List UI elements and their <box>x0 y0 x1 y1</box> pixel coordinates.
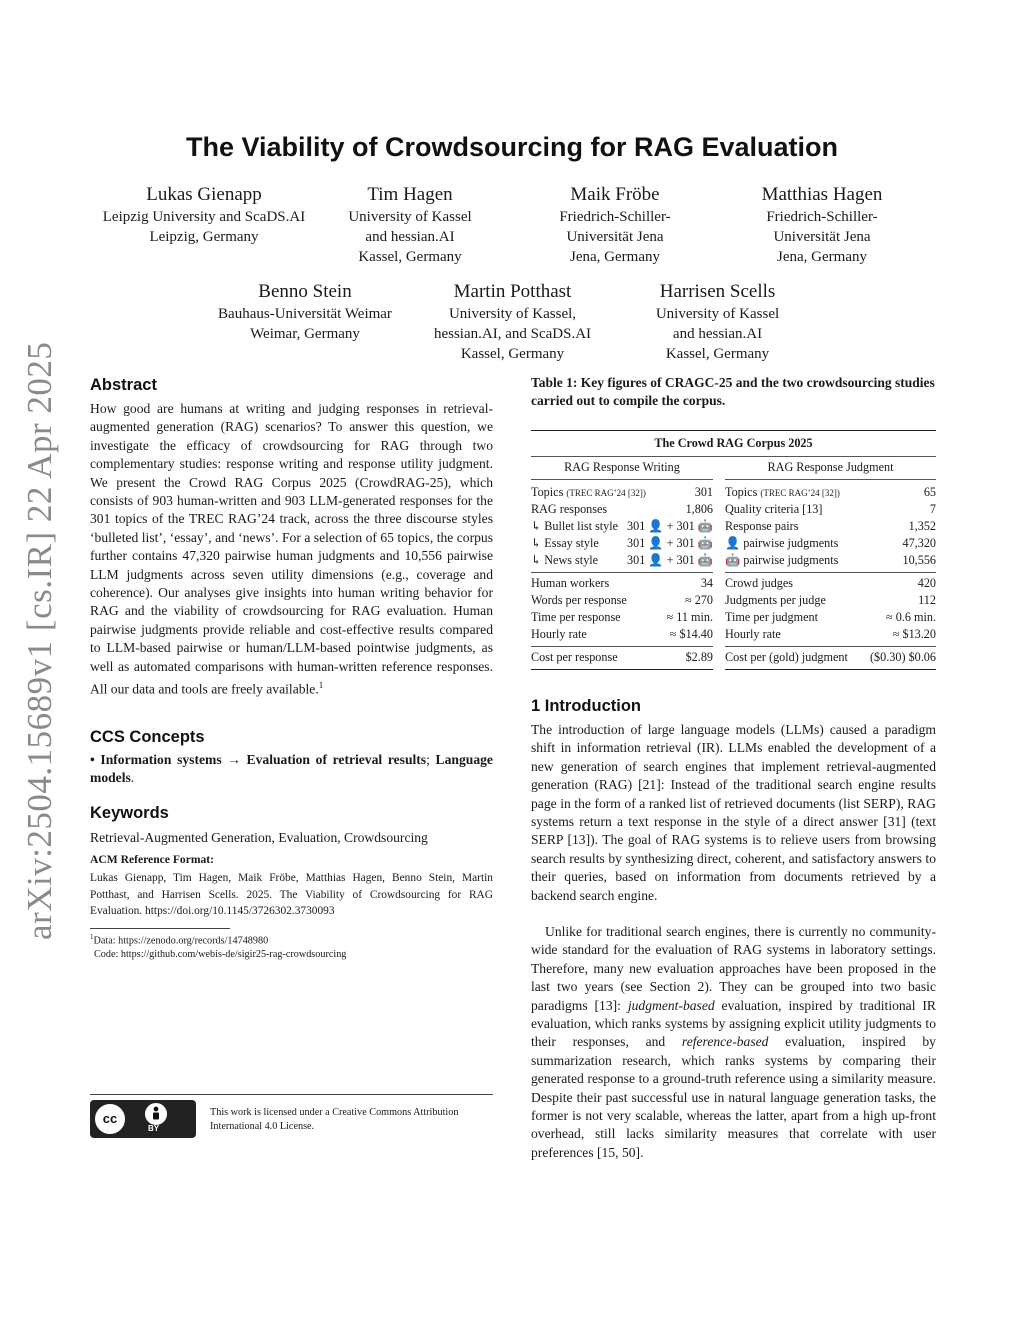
table-row: Response pairs 1,352 <box>725 519 936 533</box>
table-row: Judgments per judge 112 <box>725 593 936 607</box>
footnote: $^1$Data: https://zenodo.org/records/14748980 Code: https://github.com/webis-de/sigir25-rag-crowdsourcing <box>90 930 510 962</box>
table-row: Time per response ≈ 11 min. <box>531 610 713 624</box>
table-rule <box>531 479 713 480</box>
table-left-cost <box>531 649 713 666</box>
introduction-paragraph: The introduction of large language models (LLMs) caused a paradigm shift in information retrieval (IR). LLMs enabled the development of a new generation of search engines that implement retrieval-augmented generation (RAG) [21]: Instead of the traditional search engine results page in the form of a ranked list of retrieved documents (list SERP), RAG systems return a text response in the style of a direct answer [31] (text SERP [13]). The goal of RAG systems is to relieve users from browsing search results by synthesizing direct, coherent, and satisfactory answers to their queries, based on information from documents retrieved by a backend search engine. <box>531 722 936 903</box>
abstract-heading: Abstract <box>90 376 157 394</box>
table-row: 👤 pairwise judgments 47,320 <box>725 536 936 550</box>
author-affiliation: University of Kassel, <box>448 306 577 322</box>
paper-title: The Viability of Crowdsourcing for RAG Evaluation <box>185 132 839 162</box>
author-affiliation: Leipzig University and ScaDS.AI <box>102 209 306 225</box>
license-text: This work is licensed under a Creative Commons Attribution International 4.0 License. <box>210 1107 459 1132</box>
footnote-data-link[interactable]: Data: https://zenodo.org/records/14748980 <box>93 935 269 947</box>
table-row: ↳ News style 301 👤 + 301 🤖 <box>531 553 713 567</box>
author-block <box>320 183 500 267</box>
ccs-concepts-heading: CCS Concepts <box>90 728 205 746</box>
table-row: Words per response ≈ 270 <box>531 593 713 607</box>
table-bottom-rule <box>531 669 713 670</box>
table-row: Human workers 34 <box>531 576 713 590</box>
by-label: BY <box>148 1124 160 1133</box>
keywords-heading: Keywords <box>90 804 169 822</box>
table-right-cost <box>725 649 936 666</box>
author-block <box>88 183 320 247</box>
author-name: Benno Stein <box>258 281 352 302</box>
table-row: Topics (TREC RAG’24 [32]) 301 <box>531 485 713 499</box>
author-affiliation: and hessian.AI <box>672 326 763 342</box>
author-block <box>732 183 912 267</box>
table-row: Topics (TREC RAG’24 [32]) 65 <box>725 485 936 499</box>
author-affiliation: Friedrich-Schiller- <box>559 209 671 225</box>
table-row: ↳ Bullet list style 301 👤 + 301 🤖 <box>531 519 713 533</box>
ccs-concepts-text: • Information systems → Evaluation of retrieval results; Language models. <box>90 752 493 786</box>
table-bottom-rule <box>725 669 936 670</box>
table-row: Quality criteria [13] 7 <box>725 502 936 516</box>
license-rule <box>90 1094 493 1095</box>
author-location: Jena, Germany <box>777 249 867 265</box>
author-affiliation: Universität Jena <box>773 229 871 245</box>
author-name: Matthias Hagen <box>761 184 883 205</box>
table-left-block <box>531 575 713 643</box>
acm-reference-text: Lukas Gienapp, Tim Hagen, Maik Fröbe, Matthias Hagen, Benno Stein, Martin Potthast, and Harrisen Scells. 2025. The Viability of Crowdsourcing for RAG Evaluation. https://doi.org/10.1145/3726302.3730093 <box>90 872 493 917</box>
acm-reference-heading: ACM Reference Format: <box>90 853 215 866</box>
author-location: Leipzig, Germany <box>149 229 259 245</box>
author-block <box>200 280 410 344</box>
table-row: Cost per response $2.89 <box>531 650 713 664</box>
author-name: Lukas Gienapp <box>146 184 262 205</box>
footnote-rule <box>90 928 230 929</box>
table-title: The Crowd RAG Corpus 2025 <box>654 436 813 450</box>
table-rule <box>725 479 936 480</box>
cc-by-license-icon <box>90 1100 196 1138</box>
author-affiliation: Friedrich-Schiller- <box>766 209 878 225</box>
author-name: Maik Fröbe <box>570 184 660 205</box>
author-block <box>415 280 610 364</box>
table-rule <box>725 572 936 573</box>
author-affiliation: University of Kassel <box>348 209 472 225</box>
table-row: ↳ Essay style 301 👤 + 301 🤖 <box>531 536 713 550</box>
table-right-header: RAG Response Judgment <box>767 460 894 474</box>
author-affiliation: University of Kassel <box>655 306 780 322</box>
abstract-text: How good are humans at writing and judging responses in retrieval-augmented generation (RAG) scenarios? To answer this question, we investigate the efficacy of crowdsourcing for RAG through two complementary studies: response writing and response utility judgment. We present the Crowd RAG Corpus 2025 (CrowdRAG-25), which consists of 903 human-written and 903 LLM-generated responses for the 301 topics of the TREC RAG’24 track, across the three discourse styles ‘bulleted list’, ‘essay’, and ‘news’. For a selection of 65 topics, the corpus further contains 47,320 pairwise human judgments and 10,556 pairwise LLM judgments across seven utility dimensions (e.g., coverage and coherence). Our analyses give insights into human writing behavior for RAG and the viability of crowdsourcing for RAG evaluation. Human pairwise judgments provide reliable and cost-effective results compared to LLM-based pairwise or human/LLM-based pointwise judgments, as well as automated comparisons with human-written reference responses. All our data and tools are freely available.$^1$ <box>90 401 493 697</box>
author-affiliation: Universität Jena <box>566 229 664 245</box>
table-row: Time per judgment ≈ 0.6 min. <box>725 610 936 624</box>
author-location: Jena, Germany <box>570 249 660 265</box>
table-row: 🤖 pairwise judgments 10,556 <box>725 553 936 567</box>
table-caption: Table 1: Key figures of CRAGC-25 and the two crowdsourcing studies carried out to compile the corpus. <box>531 375 935 408</box>
author-affiliation: Bauhaus-Universität Weimar <box>218 306 392 322</box>
table-rule <box>531 456 936 457</box>
introduction-heading: 1 Introduction <box>531 697 641 715</box>
author-name: Martin Potthast <box>453 281 572 302</box>
author-block <box>630 280 805 364</box>
table-row: Hourly rate ≈ $13.20 <box>725 627 936 641</box>
author-name: Tim Hagen <box>367 184 453 205</box>
author-location: Weimar, Germany <box>250 326 360 342</box>
table-left-block <box>531 484 713 569</box>
table-row: Crowd judges 420 <box>725 576 936 590</box>
keywords-text: Retrieval-Augmented Generation, Evaluation, Crowdsourcing <box>90 830 428 845</box>
author-location: Kassel, Germany <box>665 346 770 362</box>
author-location: Kassel, Germany <box>460 346 565 362</box>
arxiv-identifier: arXiv:2504.15689v1 [cs.IR] 22 Apr 2025 <box>20 341 59 940</box>
table-top-rule <box>531 430 936 431</box>
introduction-paragraph: Unlike for traditional search engines, there is currently no community-wide standard for the evaluation of RAG systems in laboratory settings. Therefore, many new evaluation approaches have been proposed in the last two years (see Section 2). They can be grouped into two basic paradigms [13]: judgment-based evaluation, inspired by traditional IR evaluation, which ranks systems by assigning explicit utility judgments to their responses, and reference-based evaluation, inspired by summarization research, which ranks systems by comparing their generated response to a ground-truth reference using a similarity measure. Despite their past successful use in natural language generation tasks, the former is not very scalable, whereas the latter, apart from a high up-front overhead, still lacks similarity measures that correlate with user preferences [15, 50]. <box>531 924 936 1160</box>
table-row: Cost per (gold) judgment ($0.30) $0.06 <box>725 650 936 664</box>
table-rule <box>531 572 713 573</box>
footnote-code-link[interactable]: Code: https://github.com/webis-de/sigir25-rag-crowdsourcing <box>94 949 347 961</box>
author-affiliation: and hessian.AI <box>365 229 455 245</box>
table-right-block <box>725 575 936 643</box>
table-row: RAG responses 1,806 <box>531 502 713 516</box>
author-block <box>525 183 705 267</box>
author-name: Harrisen Scells <box>659 281 776 302</box>
table-rule <box>725 646 936 647</box>
author-affiliation: hessian.AI, and ScaDS.AI <box>433 326 592 342</box>
cc-icon: cc <box>93 1102 127 1136</box>
table-left-header: RAG Response Writing <box>564 460 680 474</box>
table-right-block <box>725 484 936 569</box>
author-location: Kassel, Germany <box>358 249 462 265</box>
table-rule <box>531 646 713 647</box>
table-row: Hourly rate ≈ $14.40 <box>531 627 713 641</box>
